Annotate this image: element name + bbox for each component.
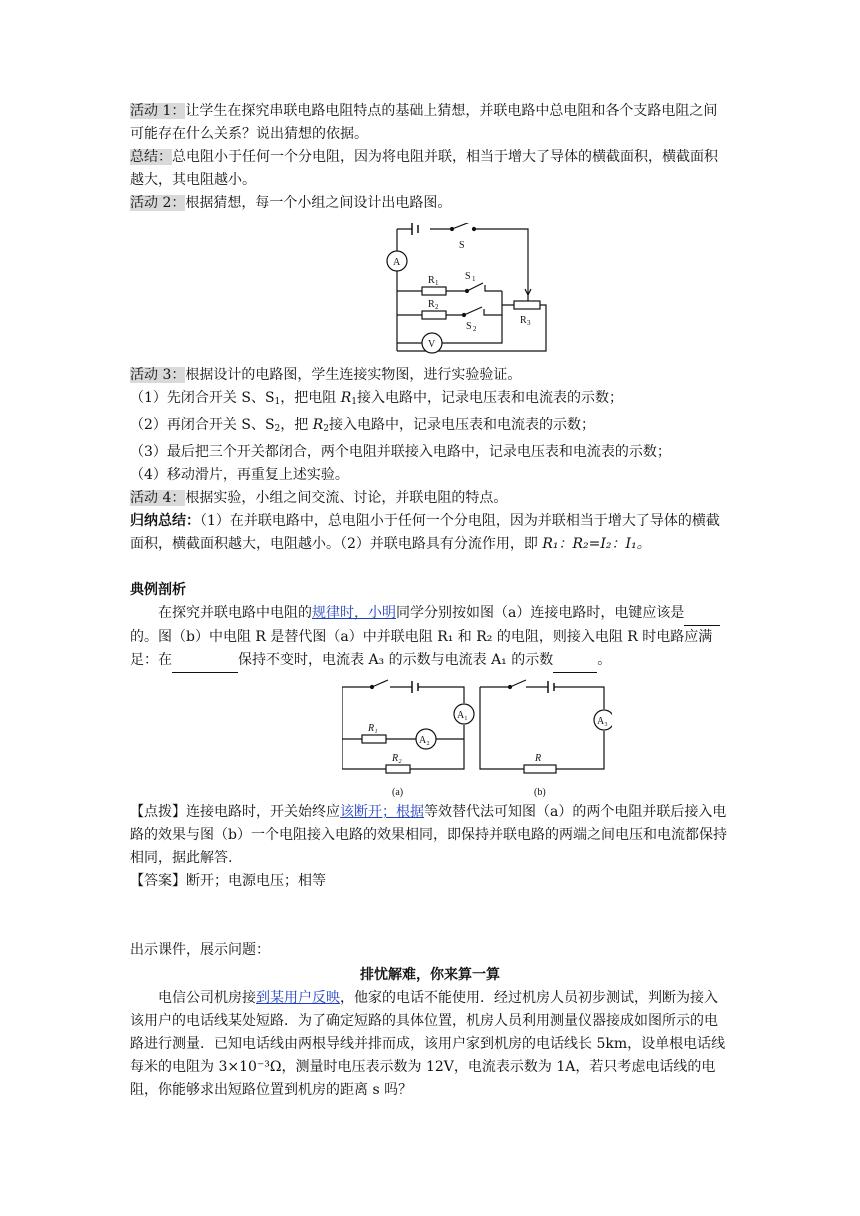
summary-1-text: 总电阻小于任何一个分电阻，因为将电阻并联，相当于增大了导体的横截面积，横截面积越大，其电阻越小。 bbox=[130, 149, 718, 188]
label-b: (b) bbox=[534, 787, 546, 798]
switch-a-icon bbox=[372, 680, 388, 687]
hint bbox=[130, 801, 730, 870]
example-link[interactable]: 规律时，小明 bbox=[312, 605, 396, 621]
show-courseware: 出示课件，展示问题： bbox=[130, 942, 270, 958]
label-r1: R bbox=[428, 275, 435, 286]
conclusion-formula: R₁：R₂=I₂：I₁。 bbox=[542, 536, 651, 552]
example-title: 典例剖析 bbox=[130, 582, 186, 598]
step-1-a: （1）先闭合开关 S、S bbox=[130, 390, 275, 406]
example-text-d: 保持不变时，电流表 A₃ 的示数与电流表 A₁ 的示数 bbox=[238, 652, 554, 668]
label-s2-sub: 2 bbox=[473, 325, 477, 333]
step-1-c: 接入电路中，记录电压表和电流表的示数； bbox=[357, 390, 624, 406]
step-2-sub2: 2 bbox=[323, 424, 330, 434]
step-2-b: ，把 bbox=[280, 417, 313, 433]
label-r2: R bbox=[428, 299, 435, 310]
activity-2 bbox=[130, 192, 730, 215]
blank-3[interactable] bbox=[553, 649, 597, 673]
hint-text-b: 等效替代法可知图（a）的两个电阻并联后接入电路的效果与图（b）一个电阻接入电路的效果相同，即保持并联电路的两端之间电压和电流都保持相同，据此解答. bbox=[130, 804, 727, 866]
hint-label: 【点拨】 bbox=[130, 804, 186, 820]
activity-1-label: 活动 1： bbox=[130, 103, 186, 119]
circuit-diagram-1 bbox=[382, 223, 552, 358]
label-s2: S bbox=[466, 321, 472, 332]
example-text-a: 在探究并联电路中电阻的 bbox=[158, 605, 312, 621]
answer-label: 【答案】 bbox=[130, 873, 186, 889]
label-r3: R bbox=[520, 315, 527, 326]
hint-link[interactable]: 该断开；根据 bbox=[340, 804, 424, 820]
problem-title: 排忧解难，你来算一算 bbox=[360, 967, 500, 983]
label-a1: A₁ bbox=[457, 710, 468, 721]
blank-1[interactable] bbox=[684, 602, 720, 626]
activity-4 bbox=[130, 487, 730, 510]
resistor-r1-icon bbox=[422, 287, 446, 295]
label-a2: A₂ bbox=[419, 735, 430, 746]
problem-link[interactable]: 到某用户反映 bbox=[256, 990, 340, 1006]
example-text-b: 同学分别按如图（a）连接电路时，电键应该是 bbox=[396, 605, 685, 621]
label-r2: R₂ bbox=[392, 753, 402, 764]
activity-1 bbox=[130, 100, 730, 146]
hint-text-a: 连接电路时，开关始终应 bbox=[186, 804, 340, 820]
battery-a-icon bbox=[412, 681, 418, 693]
resistor-r2-icon bbox=[422, 311, 446, 319]
switch-b-icon bbox=[510, 680, 526, 687]
conclusion bbox=[130, 510, 730, 556]
summary-1 bbox=[130, 146, 730, 192]
document-body bbox=[130, 100, 730, 1102]
activity-3-label: 活动 3： bbox=[130, 367, 186, 383]
step-2-c: 接入电路中，记录电压表和电流表的示数； bbox=[329, 417, 596, 433]
example-question bbox=[130, 602, 730, 673]
blank-2[interactable] bbox=[172, 649, 238, 673]
label-r1-sub: 1 bbox=[435, 279, 439, 287]
activity-4-label: 活动 4： bbox=[130, 490, 186, 506]
step-3: （3）最后把三个开关都闭合，两个电阻并联接入电路中，记录电压表和电流表的示数； bbox=[130, 444, 671, 460]
label-r3-sub: 3 bbox=[527, 319, 531, 327]
label-s: S bbox=[459, 240, 465, 251]
conclusion-text: （1）在并联电路中，总电阻小于任何一个分电阻，因为并联相当于增大了导体的横截面积，横截面积越大，电阻越小。（2）并联电路具有分流作用，即 bbox=[130, 513, 720, 552]
step-1-sub: 1 bbox=[274, 397, 281, 407]
label-r2-sub: 2 bbox=[435, 303, 439, 311]
activity-4-text: 根据实验，小组之间交流、讨论，并联电阻的特点。 bbox=[185, 490, 508, 506]
step-1-b: ，把电阻 bbox=[280, 390, 341, 406]
activity-2-text: 根据猜想，每一个小组之间设计出电路图。 bbox=[185, 195, 452, 211]
activity-1-text: 让学生在探究串联电路电阻特点的基础上猜想，并联电路中总电阻和各个支路电阻之间可能存在什么关系？说出猜想的依据。 bbox=[130, 103, 718, 142]
step-1: （1）先闭合开关 S、$S_1$，把电阻 $R_1$接入电路中，记录电压表和电流表的示数； bbox=[130, 390, 624, 407]
battery-icon bbox=[412, 223, 418, 235]
problem-text-b: ，他家的电话不能使用．经过机房人员初步测试，判断为接入该用户的电话线某处短路．为了确定短路的具体位置，机房人员利用测量仪器接成如图所示的电路进行测量．已知电话线由两根导线并排而成，该用户家到机房的电话线长 5km，设单根电话线每米的电阻为 3×10⁻³Ω，测量时电压表示数为 12V，电流表示数为 1A，若只考虑电话线的电阻，你能够求出短路位置到机房的距离 s 吗？ bbox=[130, 990, 726, 1098]
example-text-e: 。 bbox=[597, 652, 612, 668]
answer bbox=[130, 870, 730, 893]
step-2: （2）再闭合开关 S、$S_2$，把 $R_2$接入电路中，记录电压表和电流表的示数； bbox=[130, 417, 596, 434]
summary-1-label: 总结： bbox=[130, 149, 172, 165]
answer-text: 断开；电源电压；相等 bbox=[186, 873, 326, 889]
circuit-diagram-2 bbox=[342, 679, 612, 799]
step-4: （4）移动滑片，再重复上述实验。 bbox=[130, 467, 349, 483]
problem-text bbox=[130, 987, 730, 1102]
label-r1: R₁ bbox=[368, 723, 378, 734]
resistor-r2-icon bbox=[386, 765, 410, 773]
activity-3-text: 根据设计的电路图，学生连接实物图，进行实验验证。 bbox=[185, 367, 522, 383]
rheostat-r3-icon bbox=[514, 301, 540, 309]
step-2-a: （2）再闭合开关 S、S bbox=[130, 417, 275, 433]
resistor-r-icon bbox=[524, 765, 556, 773]
example-text-c: 的。图（b）中电阻 R 是替代图（a）中并联电阻 R₁ 和 R₂ 的电阻，则接入电阻 R 时电路应满足：在 bbox=[130, 629, 713, 668]
conclusion-label: 归纳总结： bbox=[130, 513, 200, 529]
label-r: R bbox=[535, 753, 542, 764]
activity-3 bbox=[130, 364, 730, 387]
step-1-sub2: 1 bbox=[351, 397, 358, 407]
step-2-sub: 2 bbox=[274, 424, 281, 434]
switch-s1-icon bbox=[467, 283, 483, 291]
resistor-r1-icon bbox=[362, 735, 386, 743]
battery-b-icon bbox=[548, 681, 554, 693]
ammeter-label: A bbox=[393, 257, 401, 268]
switch-s-icon bbox=[452, 223, 470, 229]
label-s1-sub: 1 bbox=[472, 275, 476, 283]
switch-s2-icon bbox=[464, 307, 482, 315]
voltmeter-label: V bbox=[428, 339, 436, 350]
problem-text-a: 电信公司机房接 bbox=[158, 990, 256, 1006]
label-a3: A₃ bbox=[597, 716, 608, 727]
label-s1: S bbox=[465, 271, 471, 282]
label-a: (a) bbox=[392, 787, 404, 798]
activity-2-label: 活动 2： bbox=[130, 195, 186, 211]
